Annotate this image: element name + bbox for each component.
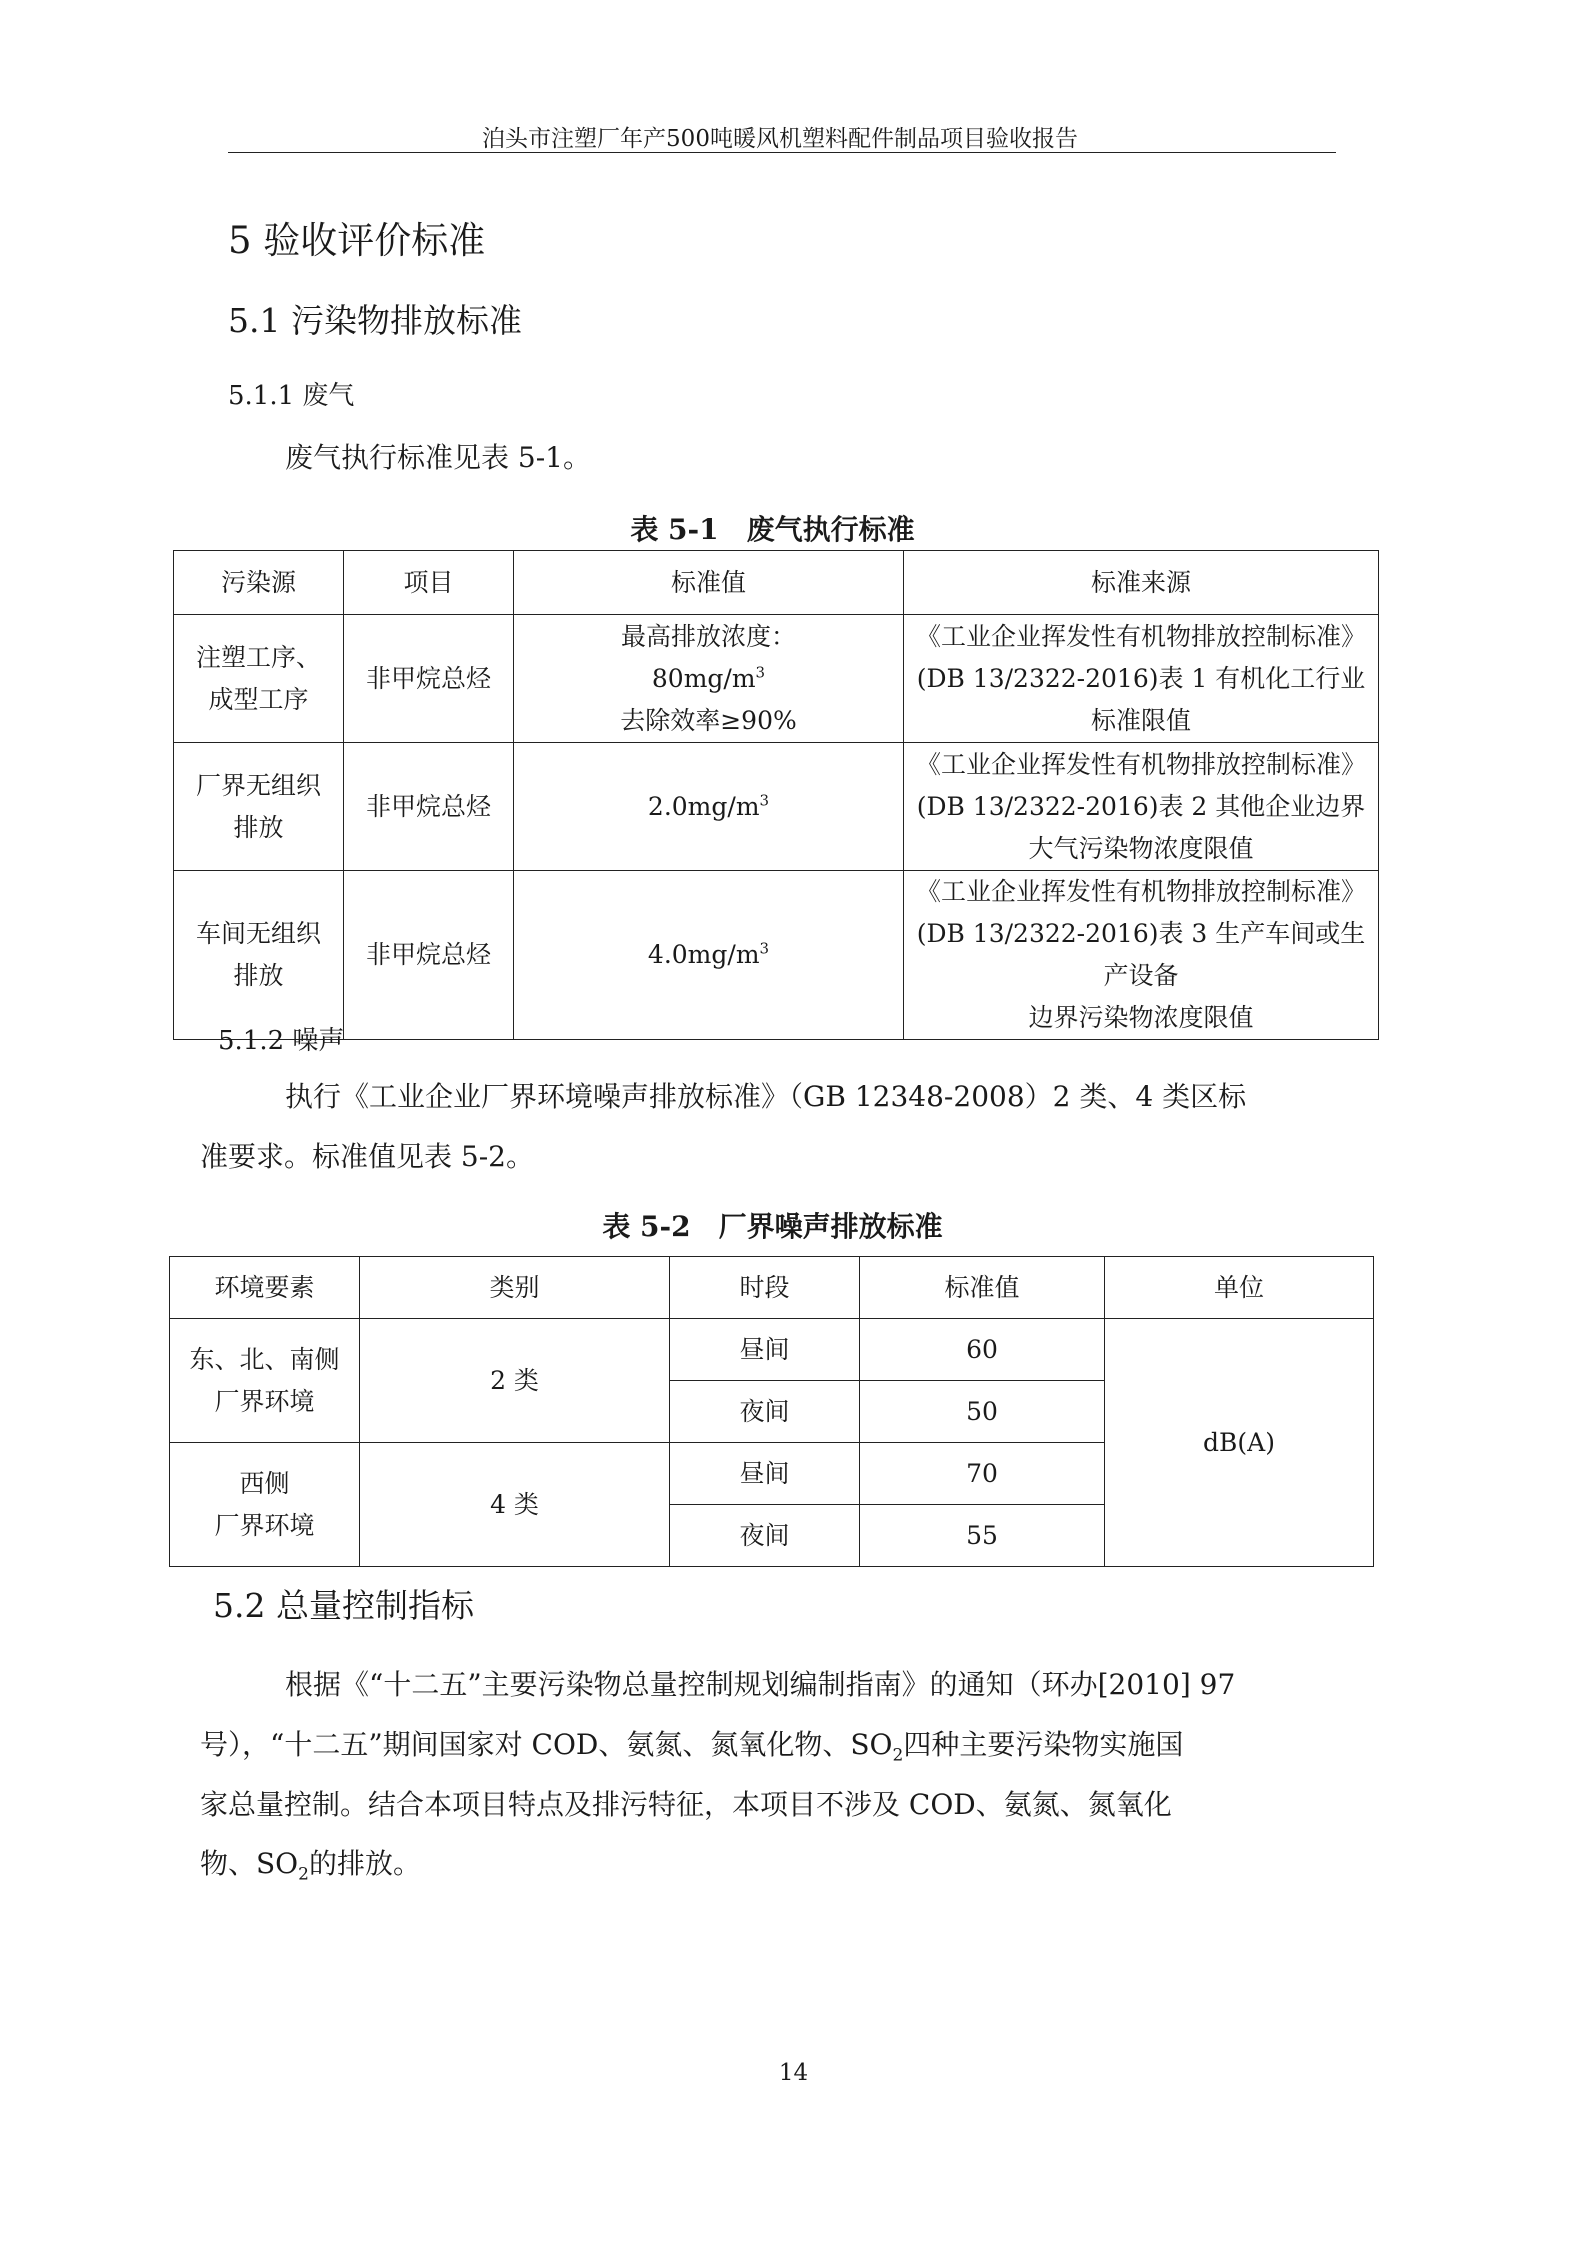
table-5-1-caption (170, 508, 1375, 548)
table-5-2-header-row (170, 1257, 1374, 1319)
table-row (170, 1319, 1374, 1381)
page-number: 14 (778, 2060, 809, 2086)
period-cell: 夜间 (670, 1505, 860, 1567)
running-header: 泊头市注塑厂年产500吨暖风机塑料配件制品项目验收报告 (482, 126, 1078, 152)
table-5-2-caption-title: 厂界噪声排放标准 (718, 1210, 943, 1243)
table-5-2-caption-number: 表 5-2 (602, 1210, 691, 1243)
noise-paragraph-line-2: 准要求。标准值见表 5-2。 (200, 1140, 534, 1173)
value-cell: 70 (860, 1443, 1105, 1505)
table-5-1-header-row (174, 551, 1379, 615)
noise-paragraph-line-1: 执行《工业企业厂界环境噪声排放标准》（GB 12348-2008）2 类、4 类区标 (285, 1080, 1247, 1113)
section-5-heading: 5 验收评价标准 (228, 219, 486, 262)
table-5-1-header-source: 污染源 (174, 551, 344, 615)
source-cell: 车间无组织 排放 (174, 871, 344, 1040)
table-5-1-header-value: 标准值 (514, 551, 904, 615)
table-5-2-caption (170, 1205, 1375, 1245)
table-row (174, 871, 1379, 1040)
table-5-1-caption-number: 表 5-1 (630, 513, 719, 546)
period-cell: 昼间 (670, 1319, 860, 1381)
unit-cell: dB(A) (1105, 1319, 1374, 1567)
item-cell: 非甲烷总烃 (344, 615, 514, 743)
total-control-line-1: 根据《“十二五”主要污染物总量控制规划编制指南》的通知（环办[2010] 97 (285, 1668, 1236, 1701)
item-cell: 非甲烷总烃 (344, 871, 514, 1040)
item-cell: 非甲烷总烃 (344, 743, 514, 871)
table-5-1-header-item: 项目 (344, 551, 514, 615)
table-5-1 (173, 550, 1379, 1040)
category-cell: 2 类 (360, 1319, 670, 1443)
table-row (174, 615, 1379, 743)
value-cell: $4.0mg/m^3$ (514, 871, 904, 1040)
value-cell: 55 (860, 1505, 1105, 1567)
total-control-line-2: 号），“十二五”期间国家对 COD、氨氮、氮氧化物、$SO_2$四种主要污染物实施国 (200, 1728, 1184, 1766)
reference-cell: 《工业企业挥发性有机物排放控制标准》 (DB 13/2322-2016)表 1 有机化工行业标准限值 (904, 615, 1379, 743)
category-cell: 4 类 (360, 1443, 670, 1567)
value-cell: $2.0mg/m^3$ (514, 743, 904, 871)
table-5-2 (169, 1256, 1374, 1567)
reference-cell: 《工业企业挥发性有机物排放控制标准》 (DB 13/2322-2016)表 3 生产车间或生产设备 边界污染物浓度限值 (904, 871, 1379, 1040)
section-5-1-1-heading: 5.1.1 废气 (228, 381, 355, 411)
table-5-2-header-category: 类别 (360, 1257, 670, 1319)
period-cell: 夜间 (670, 1381, 860, 1443)
total-control-line-4: 物、$SO_2$的排放。 (200, 1847, 421, 1885)
period-cell: 昼间 (670, 1443, 860, 1505)
table-5-2-header-period: 时段 (670, 1257, 860, 1319)
exhaust-intro-paragraph: 废气执行标准见表 5-1。 (285, 441, 591, 474)
header-rule (228, 152, 1336, 153)
table-5-1-caption-title: 废气执行标准 (746, 513, 915, 546)
area-cell: 西侧 厂界环境 (170, 1443, 360, 1567)
area-cell: 东、北、南侧 厂界环境 (170, 1319, 360, 1443)
reference-cell: 《工业企业挥发性有机物排放控制标准》 (DB 13/2322-2016)表 2 其他企业边界 大气污染物浓度限值 (904, 743, 1379, 871)
table-5-2-header-unit: 单位 (1105, 1257, 1374, 1319)
section-5-1-heading: 5.1 污染物排放标准 (228, 301, 522, 340)
table-5-1-header-reference: 标准来源 (904, 551, 1379, 615)
table-row (174, 743, 1379, 871)
value-cell: 60 (860, 1319, 1105, 1381)
source-cell: 厂界无组织 排放 (174, 743, 344, 871)
table-5-2-header-area: 环境要素 (170, 1257, 360, 1319)
section-5-1-2-heading: 5.1.2 噪声 (218, 1026, 345, 1056)
section-5-2-heading: 5.2 总量控制指标 (213, 1586, 474, 1625)
total-control-line-3: 家总量控制。结合本项目特点及排污特征，本项目不涉及 COD、氨氮、氮氧化 (200, 1788, 1172, 1821)
source-cell: 注塑工序、 成型工序 (174, 615, 344, 743)
value-cell: 50 (860, 1381, 1105, 1443)
table-5-2-header-value: 标准值 (860, 1257, 1105, 1319)
value-cell: 最高排放浓度： $80mg/m^3$ 去除效率≥90% (514, 615, 904, 743)
